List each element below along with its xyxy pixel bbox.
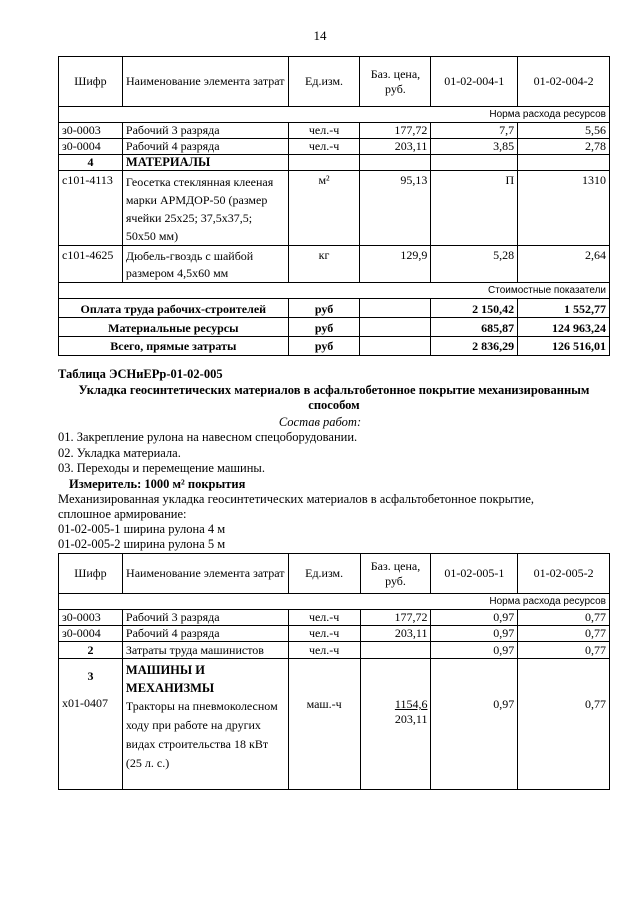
row-value-1: 0,97 <box>431 610 518 626</box>
row-name: Геосетка стеклянная клееная марки АРМДОР-50 (размер ячейки 25х25; 37,5х37,5; 50х50 мм) <box>122 171 288 246</box>
header-code: Шифр <box>59 57 123 107</box>
summary-unit: руб <box>288 337 360 356</box>
row-code: с101-4625 <box>59 246 123 283</box>
summary-row <box>59 318 610 337</box>
row-value-2: 5,56 <box>518 123 610 139</box>
row-code: 4 <box>59 155 123 171</box>
header-price: Баз. цена, руб. <box>360 57 431 107</box>
norm-label: Норма расхода ресурсов <box>59 107 610 123</box>
row-value-2: 2,78 <box>518 139 610 155</box>
row-price: 203,11 <box>360 139 431 155</box>
resource-table-1 <box>58 56 610 356</box>
summary-value-2: 126 516,01 <box>518 337 610 356</box>
variant: 01-02-005-1 ширина рулона 4 м <box>58 522 226 536</box>
row-price: 1154,6 <box>394 697 428 711</box>
step-item: 02. Укладка материала. <box>58 446 181 460</box>
row-price: 177,72 <box>360 123 431 139</box>
row-value-2: 1310 <box>518 171 610 246</box>
header-name: Наименование элемента затрат <box>122 57 288 107</box>
row-value-1: 0,97 <box>431 642 518 659</box>
header-col2: 01-02-005-2 <box>518 554 610 594</box>
row-unit: м² <box>288 171 360 246</box>
summary-name: Всего, прямые затраты <box>59 337 289 356</box>
row-value-1: 5,28 <box>431 246 518 283</box>
table-header-row <box>59 57 610 107</box>
row-unit: чел.-ч <box>288 123 360 139</box>
row-code: з0-0003 <box>59 123 123 139</box>
row-code: з0-0004 <box>59 626 123 642</box>
machines-price-cell <box>360 659 431 790</box>
row-value-2: 2,64 <box>518 246 610 283</box>
row-code: с101-4113 <box>59 171 123 246</box>
row-value-1: 0,97 <box>431 659 518 790</box>
summary-row <box>59 299 610 318</box>
row-unit: чел.-ч <box>288 642 360 659</box>
header-unit: Ед.изм. <box>288 57 360 107</box>
table-row <box>59 139 610 155</box>
summary-value-1: 685,87 <box>431 318 518 337</box>
table-row <box>59 626 610 642</box>
table-row <box>59 610 610 626</box>
resource-table-2 <box>58 553 610 790</box>
cost-label: Стоимостные показатели <box>59 283 610 299</box>
row-unit: кг <box>288 246 360 283</box>
row-code: х01-0407 <box>62 696 108 710</box>
header-price: Баз. цена, руб. <box>360 554 431 594</box>
machines-name-cell <box>122 659 288 790</box>
row-value-2: 0,77 <box>518 659 610 790</box>
row-value-1: 0,97 <box>431 626 518 642</box>
header-col1: 01-02-005-1 <box>431 554 518 594</box>
description: Механизированная укладка геосинтетических материалов в асфальтобетонное покрытие, сплошное армирование: <box>58 492 535 521</box>
row-code: 3 <box>87 669 94 683</box>
row-code: 2 <box>59 642 123 659</box>
header-unit: Ед.изм. <box>288 554 360 594</box>
summary-value-1: 2 150,42 <box>431 299 518 318</box>
table-header-row <box>59 554 610 594</box>
section-title: Укладка геосинтетических материалов в асфальтобетонное покрытие механизированным способом <box>78 383 590 412</box>
row-name: Рабочий 4 разряда <box>122 139 288 155</box>
row-price: 95,13 <box>360 171 431 246</box>
header-code: Шифр <box>59 554 123 594</box>
row-value-2: 0,77 <box>518 610 610 626</box>
row-price-secondary: 203,11 <box>394 712 428 726</box>
summary-unit: руб <box>288 318 360 337</box>
summary-value-2: 124 963,24 <box>518 318 610 337</box>
step-item: 03. Переходы и перемещение машины. <box>58 461 265 475</box>
machines-code-cell <box>59 659 123 790</box>
row-unit: чел.-ч <box>288 626 360 642</box>
row-name: Рабочий 4 разряда <box>122 626 288 642</box>
table-row <box>59 155 610 171</box>
table-id: Таблица ЭСНиЕРр-01-02-005 <box>58 367 223 381</box>
row-unit: маш.-ч <box>288 659 360 790</box>
row-unit: чел.-ч <box>288 610 360 626</box>
row-unit: чел.-ч <box>288 139 360 155</box>
summary-row <box>59 337 610 356</box>
row-price: 129,9 <box>360 246 431 283</box>
meter: Измеритель: 1000 м² покрытия <box>69 477 246 491</box>
summary-name: Оплата труда рабочих-строителей <box>59 299 289 318</box>
row-price <box>360 642 431 659</box>
summary-value-2: 1 552,77 <box>518 299 610 318</box>
row-value-1: 3,85 <box>431 139 518 155</box>
header-name: Наименование элемента затрат <box>122 554 288 594</box>
row-name: МАТЕРИАЛЫ <box>122 155 288 171</box>
table-row <box>59 246 610 283</box>
row-name: МАШИНЫ И МЕХАНИЗМЫ <box>125 663 215 695</box>
page-number: 14 <box>313 28 327 43</box>
row-name: Рабочий 3 разряда <box>122 123 288 139</box>
row-name: Рабочий 3 разряда <box>122 610 288 626</box>
row-name: Тракторы на пневмоколесном ходу при работе на других видах строительства 18 кВт (25 л. с.) <box>125 699 278 770</box>
table-row <box>59 123 610 139</box>
row-code: з0-0003 <box>59 610 123 626</box>
row-name: Дюбель-гвоздь с шайбой размером 4,5х60 мм <box>122 246 288 283</box>
row-name: Затраты труда машинистов <box>122 642 288 659</box>
table-row <box>59 171 610 246</box>
table-row <box>59 642 610 659</box>
summary-unit: руб <box>288 299 360 318</box>
composition-heading: Состав работ: <box>278 415 362 429</box>
row-code: з0-0004 <box>59 139 123 155</box>
header-col1: 01-02-004-1 <box>431 57 518 107</box>
row-value-2: 0,77 <box>518 642 610 659</box>
row-price: 203,11 <box>360 626 431 642</box>
row-value-1: П <box>431 171 518 246</box>
variant: 01-02-005-2 ширина рулона 5 м <box>58 537 226 551</box>
summary-value-1: 2 836,29 <box>431 337 518 356</box>
row-price: 177,72 <box>360 610 431 626</box>
header-col2: 01-02-004-2 <box>518 57 610 107</box>
row-value-1: 7,7 <box>431 123 518 139</box>
norm-label: Норма расхода ресурсов <box>59 594 610 610</box>
row-value-2: 0,77 <box>518 626 610 642</box>
step-item: 01. Закрепление рулона на навесном спецоборудовании. <box>58 430 358 444</box>
table-row <box>59 659 610 790</box>
summary-name: Материальные ресурсы <box>59 318 289 337</box>
